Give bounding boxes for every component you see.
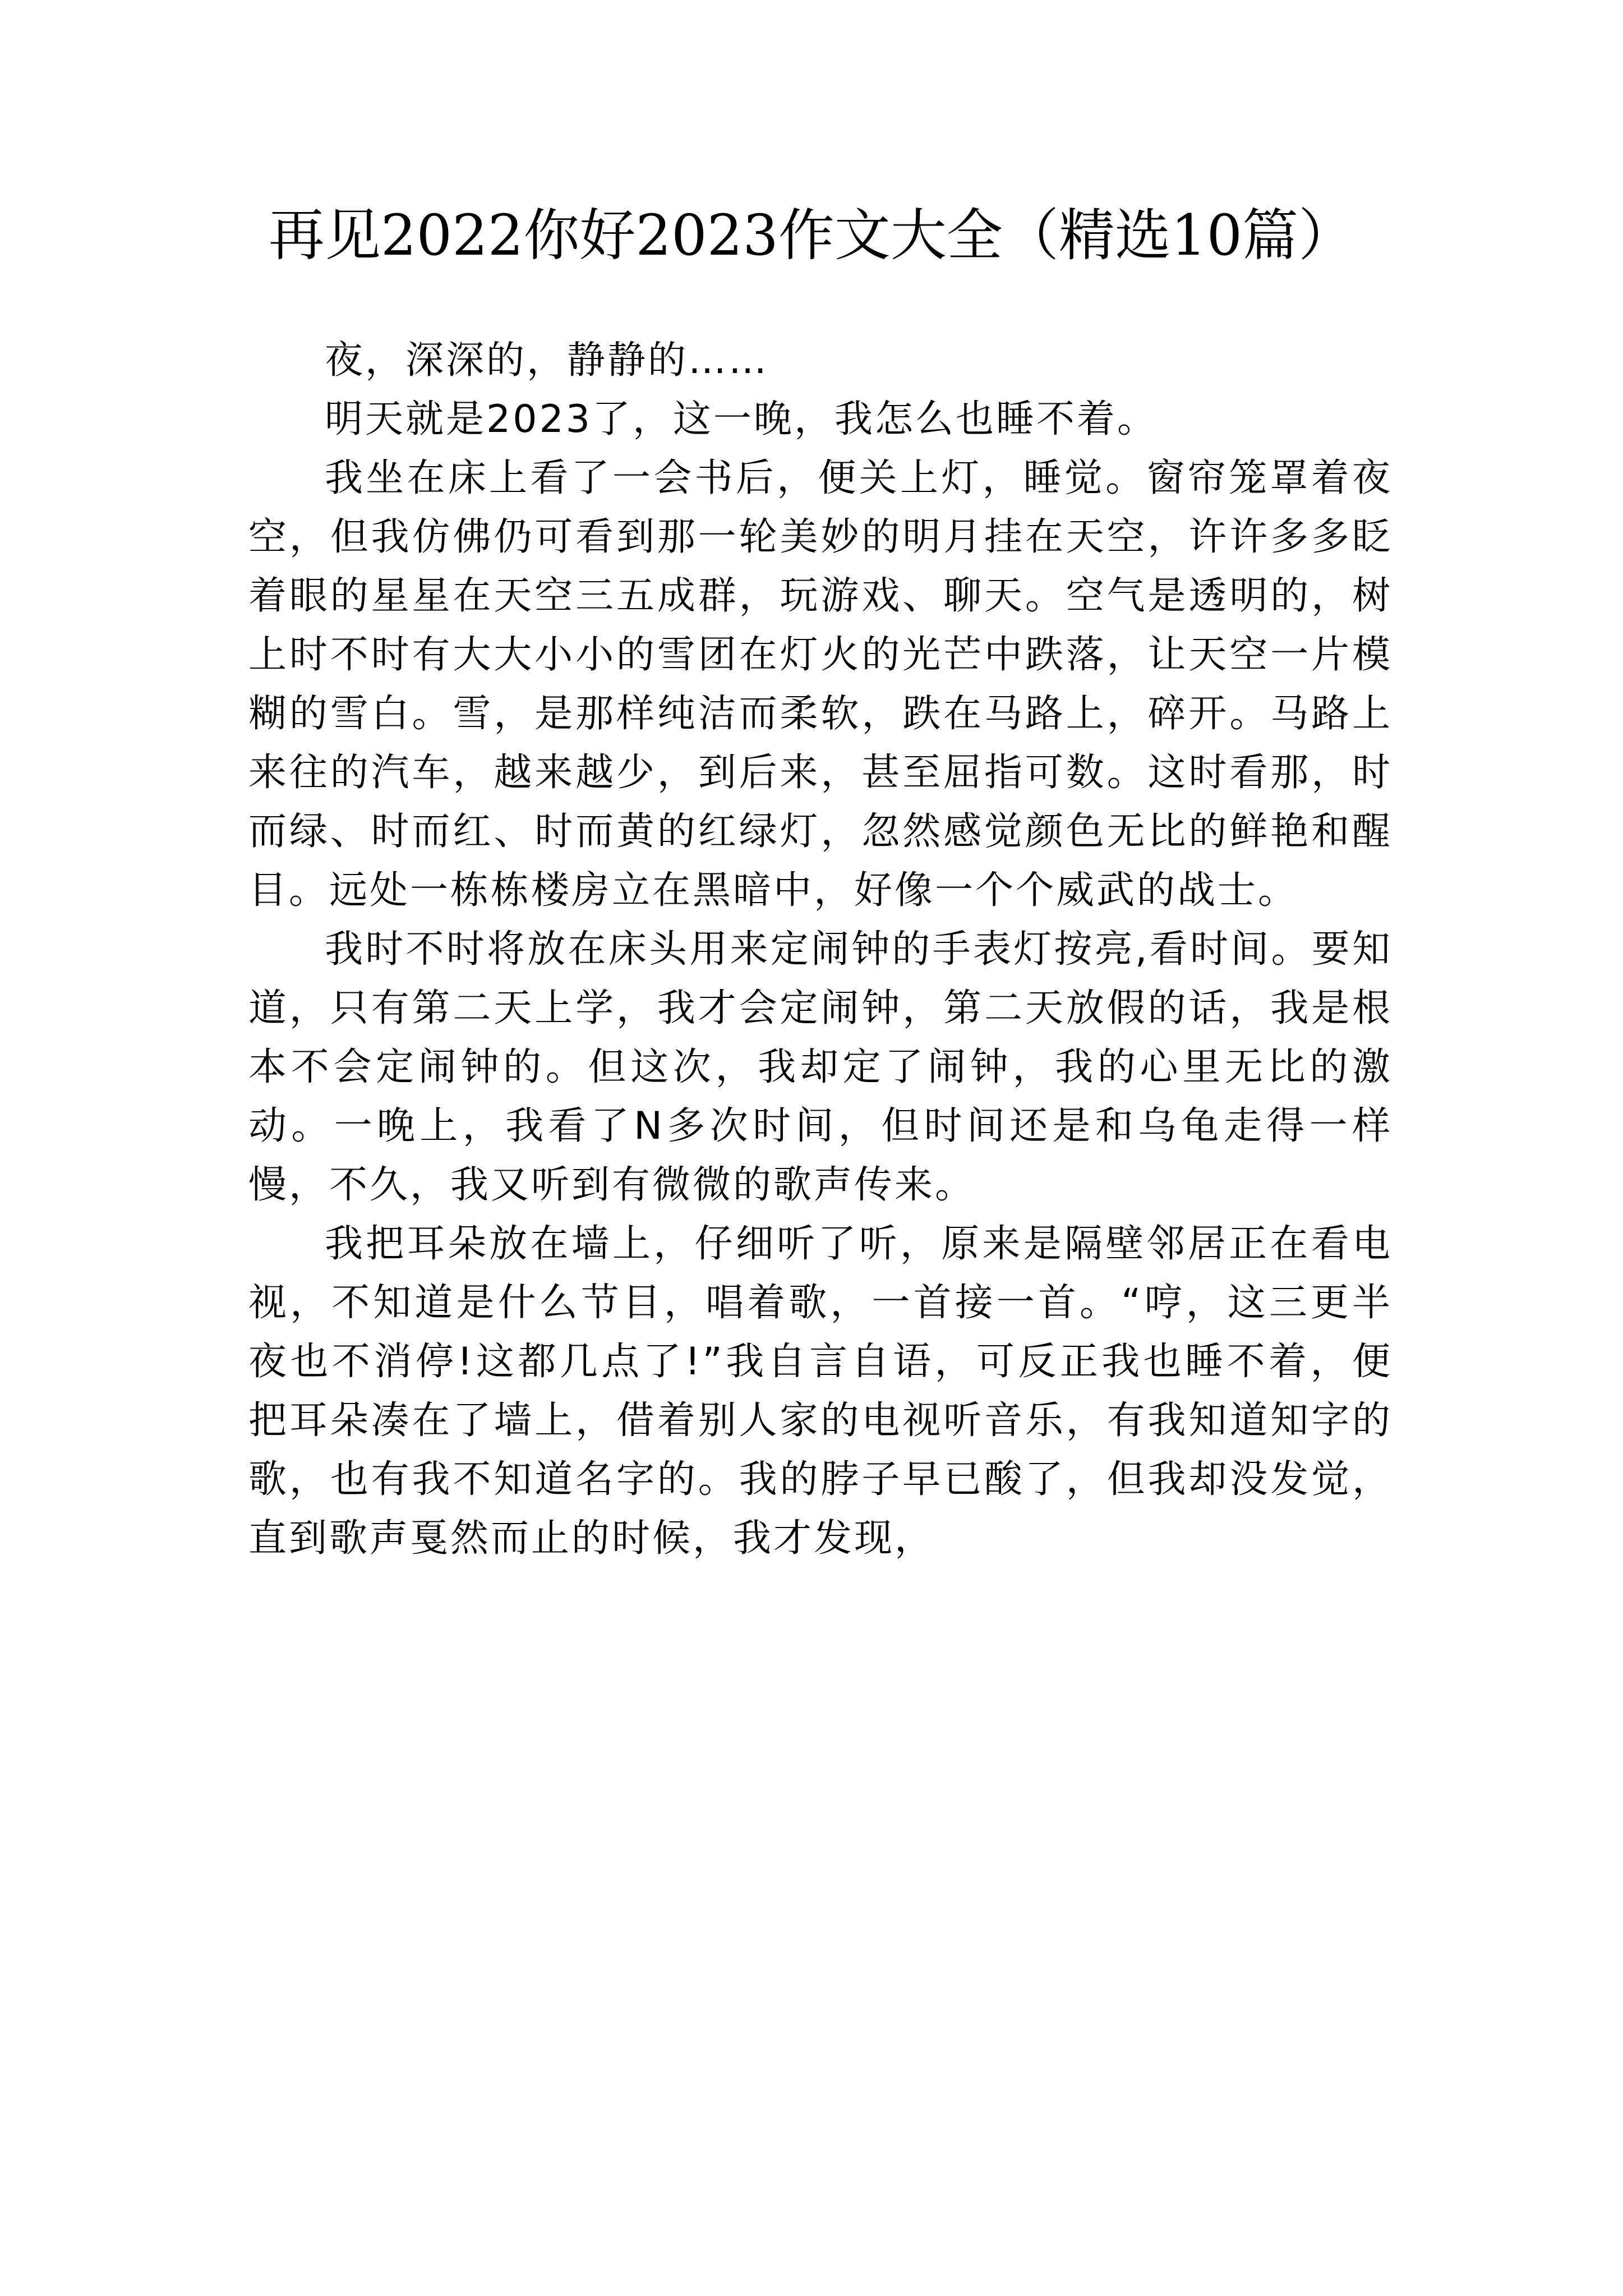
paragraph: 明天就是2023了，这一晚，我怎么也睡不着。 [325, 397, 1158, 441]
document-body [248, 331, 1393, 1568]
paragraph: 夜，深深的，静静的…… [325, 338, 769, 383]
document-title: 再见2022你好2023作文大全（精选10篇） [268, 203, 1355, 268]
paragraph: 我时不时将放在床头用来定闹钟的手表灯按亮,看时间。要知道，只有第二天上学，我才会定闹钟，第二天放假的话，我是根本不会定闹钟的。但这次，我却定了闹钟，我的心里无比的激动。一晚上，我看了N多次时间，但时间还是和乌龟走得一样慢，不久，我又听到有微微的歌声传来。 [248, 927, 1393, 1207]
paragraph: 我把耳朵放在墙上，仔细听了听，原来是隔壁邻居正在看电视，不知道是什么节目，唱着歌，一首接一首。“哼，这三更半夜也不消停!这都几点了!”我自言自语，可反正我也睡不着，便把耳朵凑在了墙上，借着别人家的电视听音乐，有我知道知字的歌，也有我不知道名字的。我的脖子早已酸了，但我却没发觉，直到歌声戛然而止的时候，我才发现， [248, 1222, 1393, 1561]
paragraph: 我坐在床上看了一会书后，便关上灯，睡觉。窗帘笼罩着夜空，但我仿佛仍可看到那一轮美妙的明月挂在天空，许许多多眨着眼的星星在天空三五成群，玩游戏、聊天。空气是透明的，树上时不时有大大小小的雪团在灯火的光芒中跌落，让天空一片模糊的雪白。雪，是那样纯洁而柔软，跌在马路上，碎开。马路上来往的汽车，越来越少，到后来，甚至屈指可数。这时看那，时而绿、时而红、时而黄的红绿灯，忽然感觉颜色无比的鲜艳和醒目。远处一栋栋楼房立在黑暗中，好像一个个威武的战士。 [248, 456, 1393, 913]
